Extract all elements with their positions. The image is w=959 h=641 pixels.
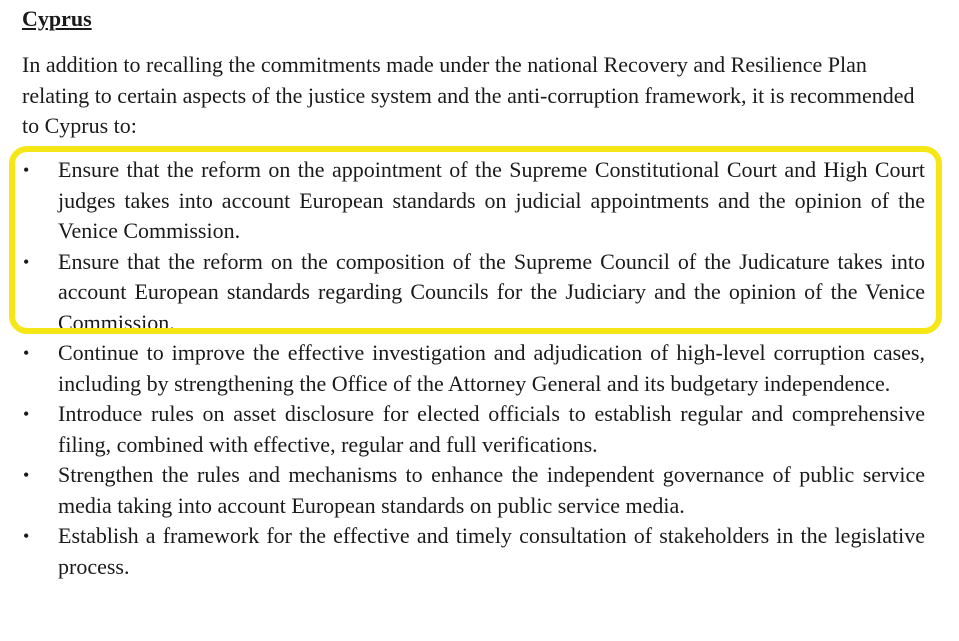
bullet-icon: • [23,526,30,546]
list-item [0,521,925,582]
recommendation-text: Introduce rules on asset disclosure for elected officials to establish regular and comprehensive filing, combined with effective, regular and full verifications. [58,401,925,457]
bullet-icon: • [23,343,30,363]
recommendation-text: Strengthen the rules and mechanisms to enhance the independent governance of public service media taking into account European standards on public service media. [58,462,925,518]
list-item [0,338,925,399]
bullet-icon: • [23,160,30,180]
recommendation-text: Ensure that the reform on the composition of the Supreme Council of the Judicature takes into account European standards regarding Councils for the Judiciary and the opinion of the Venice Commission. [58,248,925,335]
recommendation-text: Ensure that the reform on the appointment of the Supreme Constitutional Court and High Court judges takes into account European standards on judicial appointments and the opinion of the Venice Commission. [58,157,925,243]
bullet-icon: • [23,465,30,485]
recommendation-text: Continue to improve the effective investigation and adjudication of high-level corruption cases, including by strengthening the Office of the Attorney General and its budgetary independence. [58,340,925,396]
recommendation-text: Establish a framework for the effective and timely consultation of stakeholders in the legislative process. [58,523,925,579]
list-item [0,460,925,521]
section-heading: Cyprus [22,6,92,31]
list-item [0,247,925,339]
intro-paragraph: In addition to recalling the commitments made under the national Recovery and Resilience Plan relating to certain aspects of the justice system and the anti-corruption framework, it is recommended to Cyprus to: [22,52,915,138]
list-item [0,155,925,247]
bullet-icon: • [23,251,30,272]
bullet-icon: • [23,404,30,424]
list-item [0,399,925,460]
recommendations-list [0,155,959,582]
